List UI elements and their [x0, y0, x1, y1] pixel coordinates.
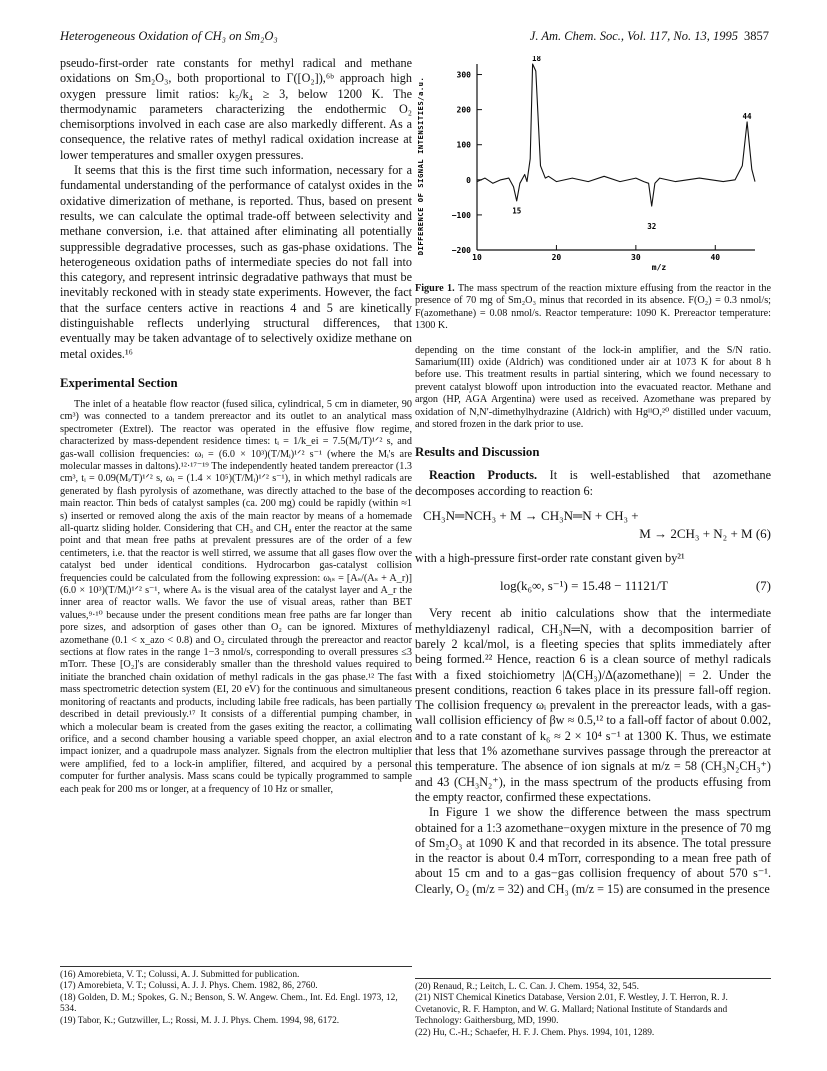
y-tick-label: 100: [456, 140, 471, 150]
y-tick-label: 200: [456, 105, 471, 115]
footnote-22: (22) Hu, C.-H.; Schaefer, H. F. J. Chem. Phys. 1994, 101, 1289.: [415, 1027, 655, 1038]
chart-xlabel: m/z: [651, 263, 667, 272]
runin-text: It is well-established that azomethane decomposes according to reaction 6:: [415, 468, 771, 498]
paragraph-significance: It seems that this is the first time such information, necessary for a fundamental understanding of the performance of catalyst oxides in the oxidative dimerization of methane, is reported. Thus, based on present results, we can calculate the optimal trade-off between selectivity and methane conversion, i.e. that attained after eliminating all potentially suppressible degradative processes, such as gas-phase oxidations. The heterogeneous oxidation paths of intermediate species do not fall into this category, and represent intrinsic degradative pathways that must be inevitably reckoned with in steady state experiments. However, the fact that the surface centers active in reactions 4 and 5 are kinetically distinguishable reflects underlying structural differences, that eventually may be taken advantage of to selectively oxidize methane on metal oxides.¹⁶: [60, 163, 412, 361]
figure-caption: [415, 283, 771, 333]
paragraph-figure-discussion: In Figure 1 we show the difference between the mass spectrum obtained for a 1:3 azomethane−oxygen mixture in the presence of 70 mg of Sm₂O₃ at 1090 K and that recorded in its absence. The total pressure in the reactor is about 0.4 mTorr, corresponding to a mean free path of about 15 cm and to a gas−gas collision frequency of about 570 s⁻¹. Clearly, O₂ (m/z = 32) and CH₃ (m/z = 15) are consumed in the presence: [415, 805, 771, 896]
y-tick-label: −100: [451, 210, 471, 220]
runin-heading: Reaction Products.: [429, 468, 538, 483]
mass-spectrum-chart: [415, 56, 771, 274]
paragraph-ab-initio: Very recent ab initio calculations show that the intermediate methyldiazenyl radical, CH₃N═N, with a decomposition barrier of barely 2 kcal/mol, is a fleeting species that splits immediately after being formed.²² Hence, reaction 6 is a clean source of methyl radicals with a fixed stoichiometry |Δ(CH₃)/Δ(azomethane)| = 2. Under the present conditions, reaction 6 takes place in its pressure fall-off region. The collision frequency ωᵢ prevalent in the prereactor leads, with a gas-wall collision efficiency of βw ≈ 0.5,¹² to a fall-off factor of about 0.002, and to a rate constant of k₆ ≈ 2 × 10⁴ s⁻¹ at 1300 K. Thus, we estimate that less that 1% azomethane survives passage through the prereactor at this temperature. The absence of ion signals at m/z = 58 (CH₃N₂CH₃⁺) and 43 (CH₃N₂⁺), in the mass spectrum of the products effusing from the empty reactor, confirmed these expectations.: [415, 606, 771, 804]
footnote-19: (19) Tabor, K.; Gutzwiller, L.; Rossi, M. J. J. Phys. Chem. 1994, 98, 6172.: [60, 1015, 340, 1026]
equation-7-body: log(k₆∞, s⁻¹) = 15.48 − 11121/T: [500, 578, 668, 594]
equation-7-number: (7): [755, 578, 771, 594]
x-tick-label: 20: [551, 253, 562, 262]
paragraph-rate-constants: pseudo-first-order rate constants for methyl radical and methane oxidations on Sm₂O₃, both proportional to Γ([O₂]),⁶ᵇ approach high oxygen pressure limit ratios: k₅/k₄ ≥ 3, below 1200 K. The thermodynamic parameters characterizing the endothermic O₂ chemisorptions involved in each case are also markedly different. As a consequence, the relative rates of methyl radical oxidation increase at lower temperatures and smaller oxygen pressures.: [60, 56, 412, 162]
chart-ylabel: DIFFERENCE OF SIGNAL INTENSITIES/a.u.: [416, 76, 425, 256]
caption-label: Figure 1.: [415, 283, 455, 294]
spectrum-line: [477, 64, 755, 206]
figure-1: [415, 56, 771, 333]
equation-6-line1: CH₃N═NCH₃ + M → CH₃N═N + CH₃ +: [423, 508, 639, 524]
footnote-18: (18) Golden, D. M.; Spokes, G. N.; Benson, S. W. Angew. Chem., Int. Ed. Engl. 1973, 12, 534.: [60, 992, 398, 1015]
x-tick-label: 10: [472, 253, 482, 262]
footnote-21: (21) NIST Chemical Kinetics Database, Version 2.01, F. Westley, J. T. Herron, R. J. Cvetanovic, R. F. Hampton, and W. G. Mallard; National Institute of Standards and Technology: Gaithersburg, MD, 1990.: [415, 993, 728, 1027]
running-header-journal: [530, 29, 769, 44]
footnotes-right: [415, 972, 771, 1039]
x-tick-label: 30: [631, 253, 641, 262]
peak-label-18: 18: [532, 56, 542, 63]
footnote-rule: [415, 978, 771, 979]
equation-7: [415, 578, 771, 594]
paragraph-experimental: The inlet of a heatable flow reactor (fused silica, cylindrical, 5 cm in diameter, 90 cm³) was connected to a tandem prereactor and its outlet to an analytical mass spectrometer (Extrel). The reactor was operated in the effusive flow regime, characterized by mass-dependent residence times: tᵢ = 1/k_ei = 7.5(Mᵢ/T)¹ᐟ² s, and gas-wall collision frequencies: ωᵢ = (6.0 × 10³)(T/Mᵢ)¹ᐟ² s⁻¹ (where the Mᵢ's are molecular masses in daltons).¹²·¹⁷⁻¹⁹ The independently heated tandem prereactor (1.3 cm³, tᵢ = 0.09(Mᵢ/T)¹ᐟ² s, ωᵢ = (1.4 × 10⁵)(T/Mᵢ)¹ᐟ² s⁻¹), in which methyl radicals are generated by flash pyrolysis of azomethane, was directly attached to the base of the main reactor. Thin beds of catalyst samples (ca. 200 mg) could be rapidly (within ≈1 s) inserted or removed along the axis of the main reactor by means of a homemade all-quartz sliding holder. Considering that CH₃ and CH₄ enter the reactor at the same point and that mean free paths at prevalent pressures are of the order of a few centimeters, i.e. that the reactor is well stirred, we assume that all gases flow over the catalyst bed under identical conditions. Hydrocarbon gas-catalyst collision frequencies could be calculated from the following expression: ωᵢₛ = [Aₛ/(Aₛ + A_r)](6.0 × 10³)(T/Mᵢ)¹ᐟ² s⁻¹, where Aₛ is the visual area of the catalyst layer and A_r the inner area of reactor walls. We favor the use of visual areas, rather than BET values,⁹·¹⁰ because under the present conditions mean free paths are far longer than pore sizes, and adsorption of gases other than O₂ can be ignored. Mixtures of azomethane (0.1 < x_azo < 0.8) and O₂ circulated through the prereactor and reactor sections at flow rates in the range 1−3 nmol/s, corresponding to overall pressures ≤3 mTorr. These [O₂]'s are considerably smaller than the threshold values required to initiate the branched chain oxidation of methyl radicals in the gas phase.¹² The fast mass spectrometric detection system (EI, 20 eV) for the continuous and simultaneous monitoring of reactants and products, including labile free radicals, has been partially described in detail previously.¹⁷ It consists of a differential pumping chamber, in which a molecular beam is created from the gases exiting the reactor, a collimating orifice, and a second chamber housing a variable speed chopper, an axial electron impact ionizer, and a quadrupole mass analyzer. Signals from the electron multiplier were amplified, fed to a lock-in amplifier, filtered, and acquired by a personal computer for further analysis. Mass scans could be typically programmed to sample each peak for 200 ms or longer, at a frequency of 10 Hz or smaller,: [60, 398, 412, 795]
paragraph-rate-constant-intro: with a high-pressure first-order rate constant given by²¹: [415, 551, 685, 566]
left-column: [60, 56, 412, 796]
equation-6-line2: M → 2CH₃ + N₂ + M (6): [639, 526, 771, 542]
peak-label-44: 44: [742, 111, 752, 121]
running-header-title: Heterogeneous Oxidation of CH₃ on Sm₂O₃: [60, 29, 278, 43]
section-heading-results: Results and Discussion: [415, 445, 540, 460]
equation-6: [415, 507, 771, 543]
x-tick-label: 40: [710, 253, 721, 262]
journal-citation: J. Am. Chem. Soc., Vol. 117, No. 13, 1995: [529, 29, 738, 43]
y-tick-label: 0: [466, 175, 471, 185]
y-tick-label: −200: [451, 246, 471, 255]
peak-label-15: 15: [512, 206, 522, 216]
caption-text: The mass spectrum of the reaction mixture effusing from the reactor in the presence of 70 mg of Sm₂O₃ minus that recorded in its absence. F(O₂) = 0.3 nmol/s; F(azomethane) = 0.08 nmol/s. Reactor temperature: 1090 K. Prereactor temperature: 1300 K.: [415, 283, 771, 332]
footnote-17: (17) Amorebieta, V. T.; Colussi, A. J. J. Phys. Chem. 1982, 86, 2760.: [60, 981, 318, 992]
footnotes-left: [60, 960, 412, 1027]
footnote-rule: [60, 966, 412, 967]
page-number: 3857: [744, 29, 769, 43]
peak-label-32: 32: [647, 222, 657, 232]
paragraph-materials: depending on the time constant of the lock-in amplifier, and the S/N ratio. Samarium(III) oxide (Aldrich) was conditioned under air at 1073 K for about 8 h before use. This treatment results in partial sintering, which we found necessary to prevent catalyst blowoff upon introduction into the evacuated reactor. Methane and argon (HP, AGA Argentina) were used as received. Azomethane was prepared by oxidation of N,N′-dimethylhydrazine (Aldrich) with HgᴵᴵO,²⁰ distilled under vacuum, and stored frozen in the dark prior to use.: [415, 344, 771, 431]
paragraph-reaction-products: [415, 468, 771, 499]
section-heading-experimental: Experimental Section: [60, 375, 178, 390]
footnote-20: (20) Renaud, R.; Leitch, L. C. Can. J. Chem. 1954, 32, 545.: [415, 982, 639, 992]
footnote-16: (16) Amorebieta, V. T.; Colussi, A. J. Submitted for publication.: [60, 970, 300, 980]
y-tick-label: 300: [456, 70, 471, 80]
right-column: [415, 56, 771, 897]
